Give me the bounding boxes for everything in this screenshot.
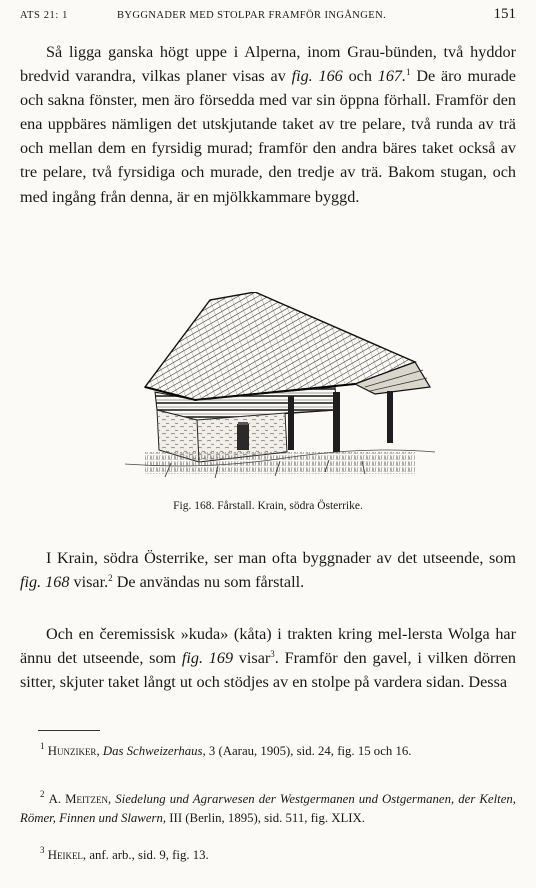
footnote-ref-2: 2: [108, 573, 113, 584]
figure-reference-167: 167.: [377, 67, 407, 86]
figure-sheep-barn-illustration: [125, 292, 435, 482]
figure-reference-166: fig. 166: [291, 67, 343, 86]
footnote-1: $^1$ Hunziker, Das Schweizerhaus, 3 (Aarau, 1905), sid. 24, fig. 15 och 16.: [40, 741, 412, 758]
paragraph-krain: I Krain, södra Österrike, ser man ofta byggnader av det utseende, som fig. 168 visar.$^2$ De användas nu som fårstall.: [20, 549, 516, 592]
paragraph-graubunden: Så ligga ganska högt uppe i Alperna, inom Grau-bünden, två hyddor bredvid varandra, vilkas planer visas av fig. 166 och 167.$^1$ De äro murade och sakna fönster, men äro försedda med var sin öppna förhall. Framför den ena uppbäres nämligen det utskjutande taket av tre pelare, två runda av trä och mellan dem en fyrsidig murad; framför den andra bäres taket också av tre pelare, två fyrsidiga och murade, den tredje av trä. Bakom stugan, och med ingång från denna, är en mjölkkammare byggd.: [20, 43, 516, 206]
footnote-ref-1: 1: [406, 67, 411, 78]
paragraph-wolga: Och en čeremissisk »kuda» (kåta) i trakten kring mel-lersta Wolga har ännu det utseende, som fig. 169 visar$^3$. Framför den gavel, i vilken dörren sitter, skjuter taket långt ut och stödjes av en stolpe på vardera sidan. Dessa: [20, 625, 517, 692]
header-running-title: BYGGNADER MED STOLPAR FRAMFÖR INGÅNGEN.: [117, 10, 387, 21]
figure-reference-169: fig. 169: [181, 649, 234, 668]
figure-caption: Fig. 168. Fårstall. Krain, södra Österrike.: [173, 500, 363, 512]
page-header: [20, 6, 516, 26]
footnote-divider: [38, 730, 100, 731]
page-number: 151: [493, 6, 516, 22]
figure-reference-168: fig. 168: [20, 573, 70, 592]
footnote-2: $^2$ A. Meitzen, Siedelung und Agrarwesen der Westgermanen und Ostgermanen, der Kelten, Römer, Finnen und Slawern, III (Berlin, 1895), sid. 511, fig. XLIX.: [20, 789, 516, 826]
footnote-3: $^3$ Heikel, anf. arb., sid. 9, fig. 13.: [40, 845, 209, 862]
header-signature: ATS 21: 1: [20, 10, 68, 21]
footnote-ref-3: 3: [270, 649, 275, 660]
